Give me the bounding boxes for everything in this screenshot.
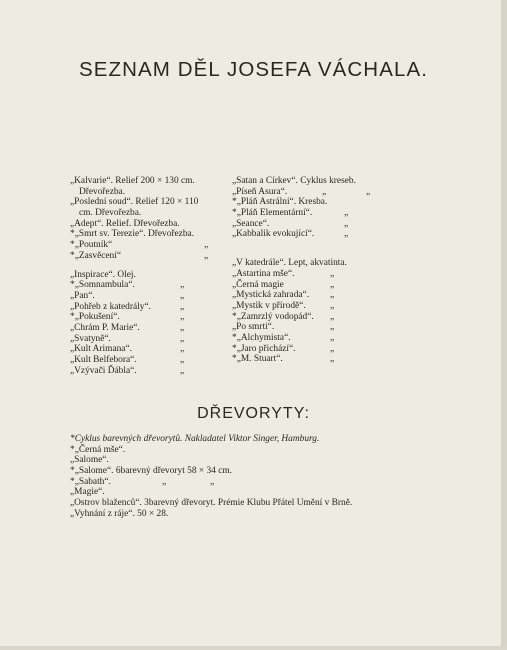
ditto-mark: „ [180, 322, 185, 333]
ditto-mark: „ [330, 300, 335, 311]
work-entry: *„Jaro přichází“. [232, 343, 296, 354]
ditto-mark: „ [180, 344, 185, 355]
woodcut-entry: *„Sabath“. [70, 476, 111, 487]
work-entry: „Pohřeb z katedrály“. [70, 301, 151, 312]
work-entry: „Kalvarie“. Relief 200 × 130 cm. [70, 176, 195, 186]
woodcut-entry: *„Černá mše“. [70, 444, 126, 455]
ditto-mark: „ [330, 290, 335, 301]
work-entry-row [70, 334, 198, 345]
work-entry: „Píseň Asura“. [232, 186, 288, 197]
ditto-mark: „ [180, 280, 185, 291]
work-entry: „Mystická zahrada“. [232, 290, 310, 301]
work-entry-row [70, 323, 198, 334]
page-edge-bottom [0, 646, 507, 650]
work-entry: „Po smrti“. [232, 322, 275, 333]
work-entry-row [232, 354, 356, 365]
work-entry-row [232, 229, 356, 240]
work-entry: „Černá magie [232, 279, 284, 290]
work-entry-row [70, 312, 198, 323]
work-entry: „Mystik v přírodě“. [232, 300, 306, 311]
work-entry: „Pan“. [70, 290, 95, 301]
work-entry: „Seance“. [232, 218, 270, 229]
work-entry-row [232, 301, 356, 312]
ditto-mark: „ [180, 301, 185, 312]
work-entry-row [232, 208, 356, 219]
work-entry: „Kult Arimana“. [70, 344, 132, 355]
ditto-mark: „ [330, 332, 335, 343]
work-entry: *„Pláň Astrální“. Kresba. [232, 197, 328, 208]
work-entry-row [232, 333, 356, 344]
ditto-mark: „ [330, 279, 335, 290]
work-entry-row [232, 219, 356, 230]
work-entry: „Chrám P. Marie“. [70, 322, 140, 333]
work-entry: „Astartina mše“. [232, 268, 295, 279]
work-entry-row [232, 344, 356, 355]
work-entry: *„Alchymista“. [232, 332, 291, 343]
work-entry-row [70, 240, 209, 251]
work-entry: *„M. Stuart“. [232, 354, 283, 365]
work-entry: *„Poutník“ [70, 240, 113, 251]
page-edge-right [501, 0, 507, 650]
work-entry: „Adept“. Relief. Dřevořezba. [70, 218, 180, 229]
woodcut-entry: *„Salome“. 6barevný dřevoryt 58 × 34 cm. [70, 466, 233, 477]
ditto-mark: „ [180, 355, 185, 365]
ditto-mark: „ [330, 311, 335, 322]
work-entry-row [232, 280, 356, 291]
ditto-mark: „ [330, 268, 335, 279]
work-entry: „Kult Belfebora“. [70, 355, 137, 365]
work-entry: „Vzývači Ďábla“. [70, 365, 137, 376]
work-entry-row [70, 280, 198, 291]
woodcut-entry: „Ostrov blaženců“. 3barevný dřevoryt. Prémie Klubu Přátel Umění v Brně. [70, 498, 353, 509]
work-entry-row [70, 302, 198, 313]
woodcut-entry: „Vyhnání z ráje“. 50 × 28. [70, 508, 169, 519]
work-entry-row [70, 344, 198, 355]
work-entry: „Poslední soud“. Relief 120 × 110 [70, 197, 199, 208]
work-entry: „V katedrále“. Lept, akvatinta. [232, 258, 347, 269]
work-entry-row [232, 290, 356, 301]
section-title: DŘEVORYTY: [197, 405, 310, 422]
work-entry: *„Somnambula“. [70, 280, 135, 291]
work-entry: *„Pláň Elementární“. [232, 208, 313, 219]
work-entry: „Kabbalik evokující“. [232, 229, 315, 240]
woodcut-entry: „Salome“. [70, 455, 109, 466]
ditto-mark: „ [162, 476, 167, 487]
ditto-mark: „ [180, 365, 185, 376]
ditto-mark: „ [204, 240, 209, 251]
work-entry: *„Zamrzlý vodopád“. [232, 311, 314, 322]
ditto-mark: „ [180, 333, 185, 344]
woodcut-entry-row [70, 477, 352, 488]
ditto-mark: „ [366, 186, 371, 197]
work-entry-row [70, 291, 198, 302]
page-title: SEZNAM DĚL JOSEFA VÁCHALA. [78, 58, 429, 81]
ditto-mark: „ [330, 343, 335, 354]
work-entry-row [232, 322, 356, 333]
ditto-mark: „ [330, 354, 335, 365]
work-entry-row [70, 250, 209, 262]
work-entry: „Inspirace“. Olej. [70, 269, 136, 280]
work-entry-continuation: Dřevořezba. [79, 186, 126, 197]
right-column [232, 176, 371, 365]
work-entry: *„Smrt sv. Terezie“. Dřevořezba. [70, 229, 195, 240]
ditto-mark: „ [322, 186, 327, 197]
left-column [70, 176, 209, 376]
work-entry: „Satan a Církev“. Cyklus kreseb. [232, 176, 356, 186]
woodcuts-list [70, 434, 352, 520]
ditto-mark: „ [344, 208, 349, 219]
ditto-mark: „ [344, 218, 349, 229]
work-entry: „Svatyně“. [70, 333, 111, 344]
work-entry-row [232, 312, 356, 323]
work-entry-row [232, 186, 371, 198]
ditto-mark: „ [204, 250, 209, 261]
work-entry-row [70, 355, 198, 366]
work-entry-continuation: cm. Dřevořezba. [79, 208, 142, 219]
ditto-mark: „ [180, 312, 185, 323]
work-entry-row [70, 366, 198, 377]
work-entry-row [232, 269, 356, 280]
woodcut-entry: *Cyklus barevných dřevorytů. Nakladatel Viktor Singer, Hamburg. [70, 434, 320, 444]
work-entry: *„Zasvěcení“ [70, 250, 122, 261]
ditto-mark: „ [344, 229, 349, 240]
woodcut-entry: „Magie“. [70, 487, 105, 498]
ditto-mark: „ [210, 476, 215, 487]
ditto-mark: „ [330, 322, 335, 333]
work-entry: *„Pokušení“. [70, 312, 120, 323]
ditto-mark: „ [180, 290, 185, 301]
